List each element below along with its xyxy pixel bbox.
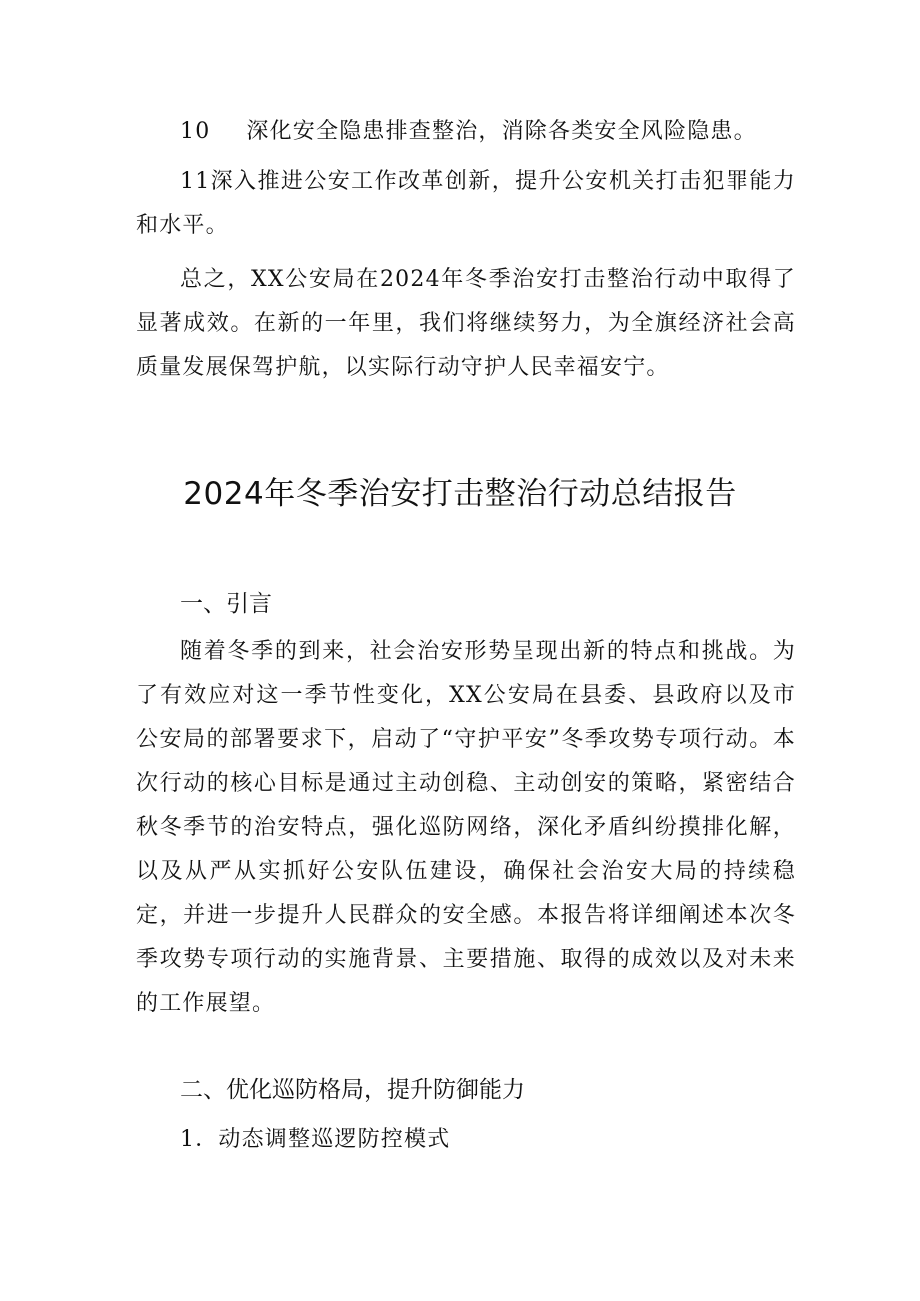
summary-paragraph: 总之，XX公安局在2024年冬季治安打击整治行动中取得了显著成效。在新的一年里，我们将继续努力，为全旗经济社会高质量发展保驾护航，以实际行动守护人民幸福安宁。 xyxy=(136,267,796,380)
section-heading-introduction: 一、引言 xyxy=(180,591,272,617)
introduction-paragraph: 随着冬季的到来，社会治安形势呈现出新的特点和挑战。为了有效应对这一季节性变化，XX公安局在县委、县政府以及市公安局的部署要求下，启动了“守护平安”冬季攻势专项行动。本次行动的核心目标是通过主动创稳、主动创安的策略，紧密结合秋冬季节的治安特点，强化巡防网络，深化矛盾纠纷摸排化解，以及从严从实抓好公安队伍建设，确保社会治安大局的持续稳定，并进一步提升人民群众的安全感。本报告将详细阐述本次冬季攻势专项行动的实施背景、主要措施、取得的成效以及对未来的工作展望。 xyxy=(136,639,796,1016)
section-heading-patrol: 二、优化巡防格局，提升防御能力 xyxy=(180,1077,525,1103)
list-item-11: 11深入推进公安工作改革创新，提升公安机关打击犯罪能力和水平。 xyxy=(136,169,796,238)
list-item-10 xyxy=(180,110,757,154)
subsection-heading-patrol-mode: 1．动态调整巡逻防控模式 xyxy=(180,1127,451,1152)
list-item-number: 10 xyxy=(180,119,211,144)
report-title: 2024年冬季治安打击整治行动总结报告 xyxy=(183,476,737,512)
list-item-text: 深化安全隐患排查整治，消除各类安全风险隐患。 xyxy=(246,119,757,144)
